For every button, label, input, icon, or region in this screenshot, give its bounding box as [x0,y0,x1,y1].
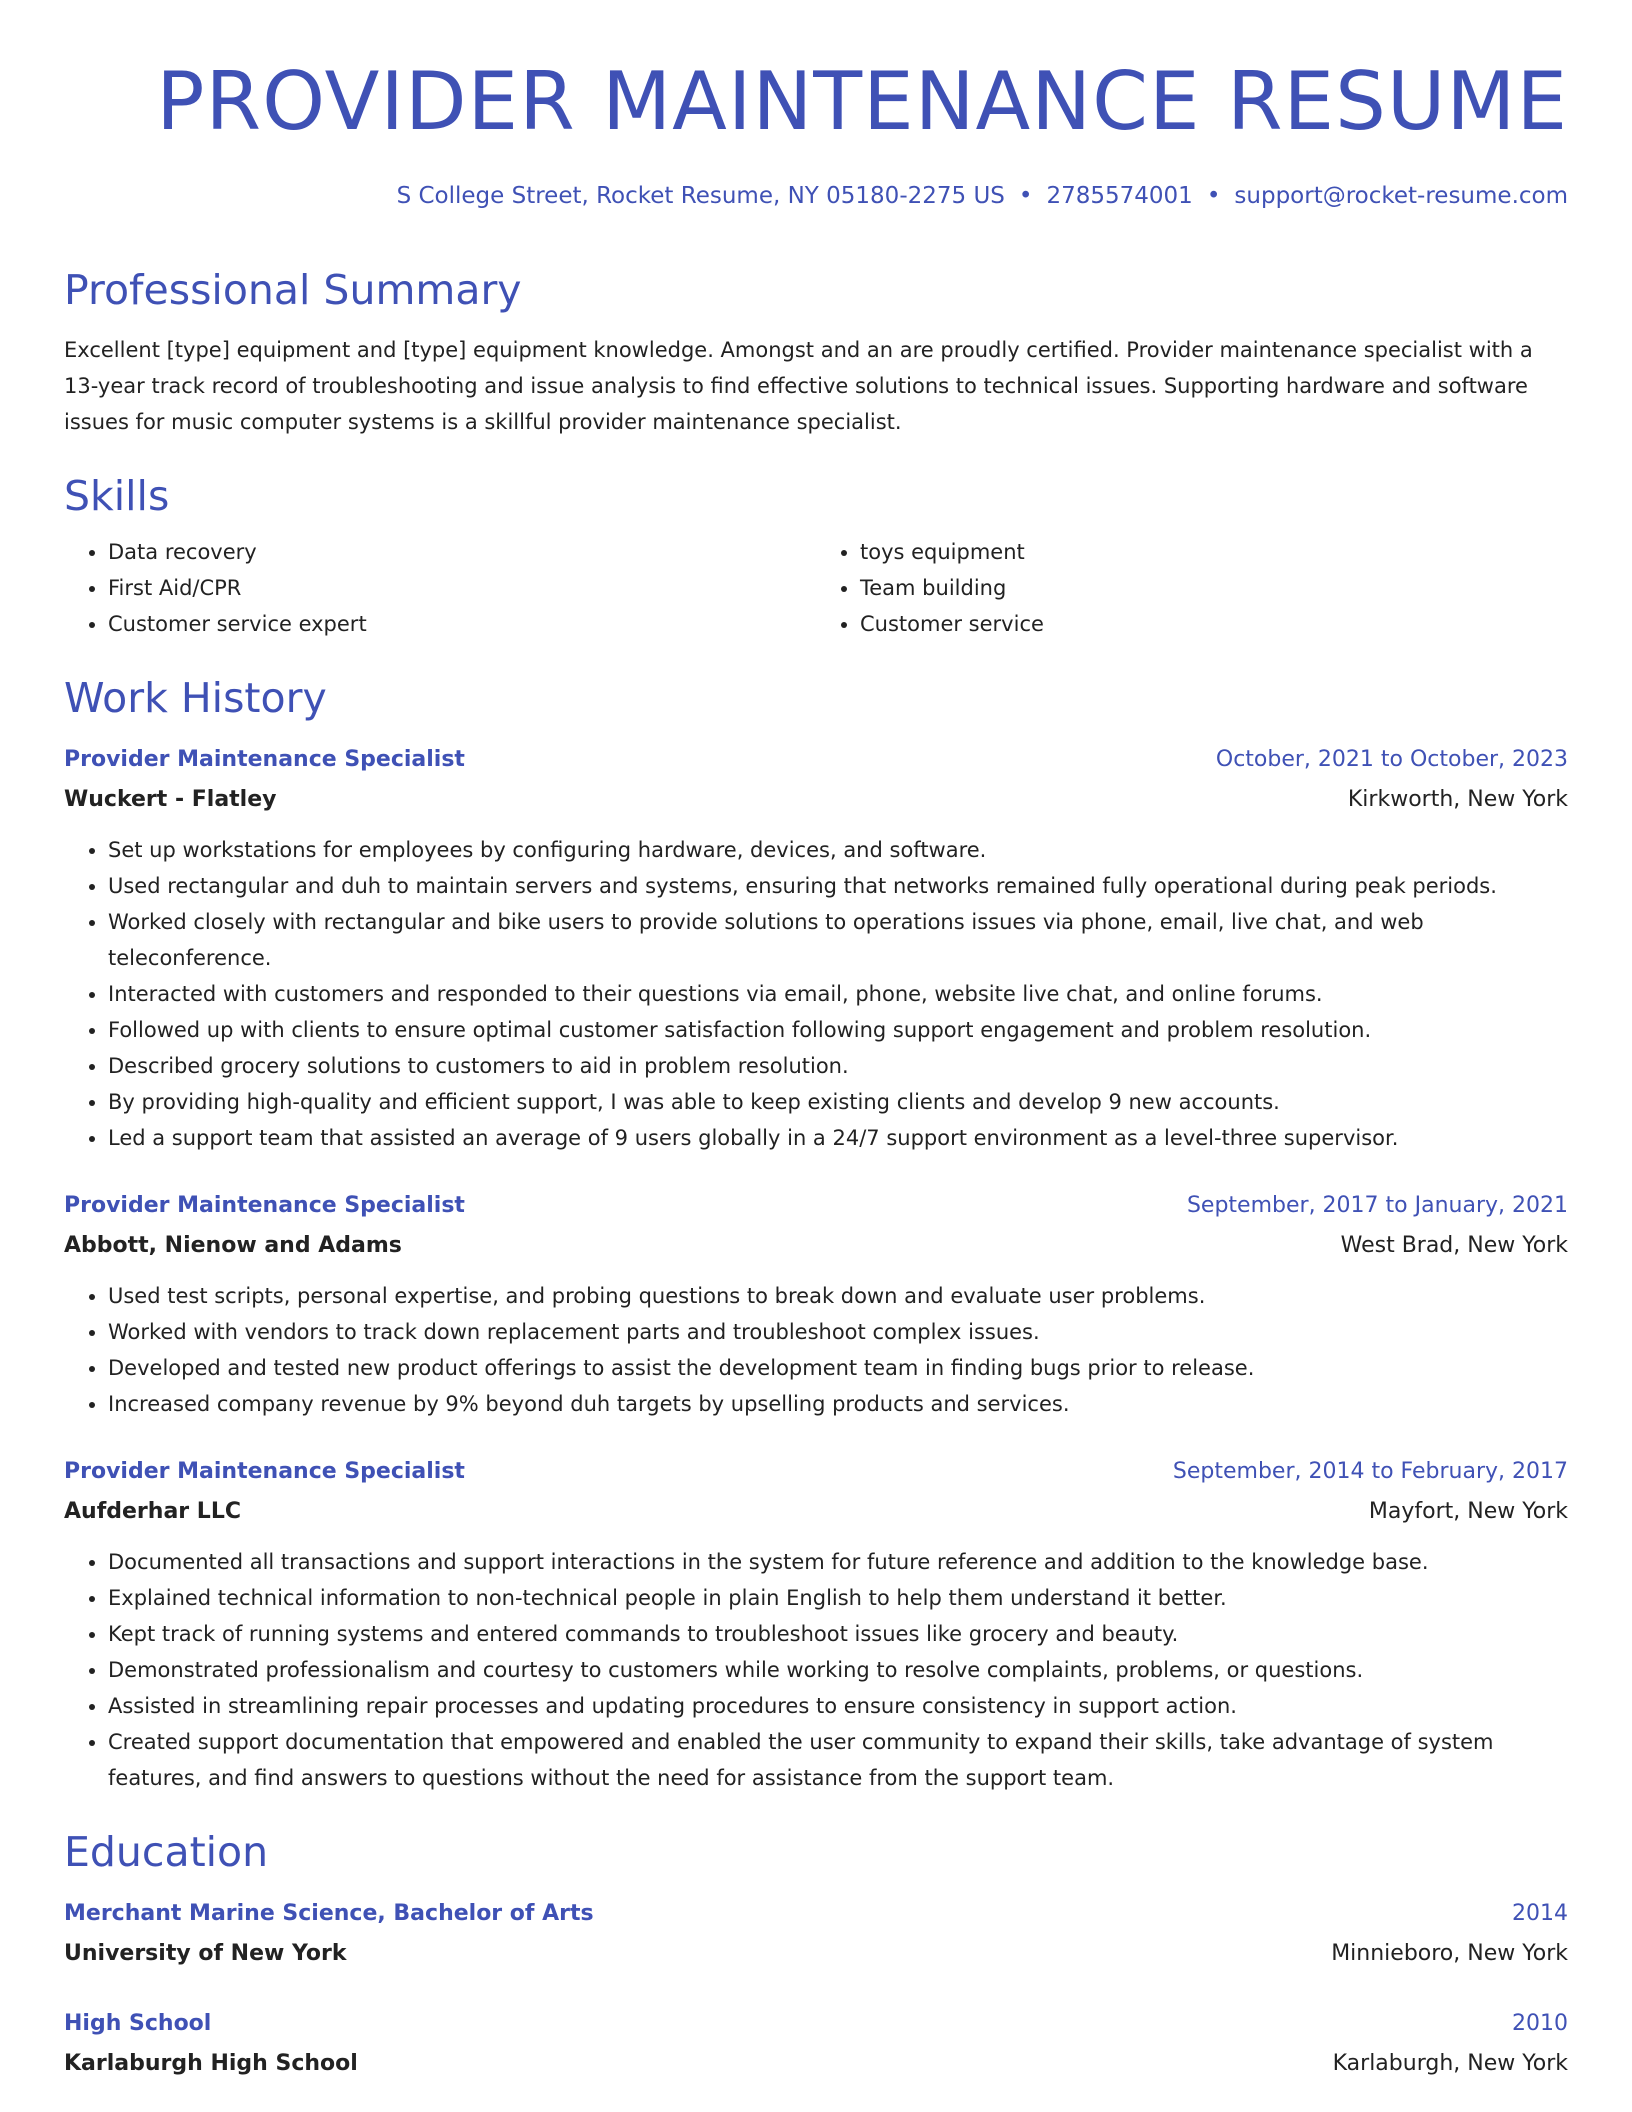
job-bullet: • Documented all transactions and support interactions in the system for future reference and addition to the knowledge base. [108,1544,1568,1580]
summary-text: Excellent [type] equipment and [type] equipment knowledge. Amongst and an are proudly certified. Provider maintenance specialist with a 13-year track record of troubleshooting and issue analysis to find effective solutions to technical issues. Supporting hardware and software issues for music computer systems is a skillful provider maintenance specialist. [64,338,1533,434]
education-school: University of New York [64,1941,347,1966]
job-company: Wuckert - Flatley [64,787,277,812]
job-bullet: • Described grocery solutions to customers to aid in problem resolution. [108,1048,1568,1084]
contact-email: support@rocket-resume.com [1234,183,1568,209]
skills-section [64,468,1568,642]
job-location: Mayfort, New York [1368,1499,1568,1524]
job-dates: September, 2014 to February, 2017 [1172,1459,1568,1484]
job-head [64,1452,1568,1492]
job-bullets [64,1544,1568,1796]
summary-heading: Professional Summary [64,266,522,314]
job-bullet: • Interacted with customers and responded to their questions via email, phone, website live chat, and online forums. [108,976,1568,1012]
work-history-section [64,670,1568,1796]
job-dates: October, 2021 to October, 2023 [1215,747,1568,772]
education-head [64,2004,1568,2044]
skills-left-list [64,534,816,642]
job-bullets [64,832,1568,1156]
job-head [64,740,1568,780]
job-company: Abbott, Nienow and Adams [64,1233,402,1258]
job-bullet: • Developed and tested new product offerings to assist the development team in finding bugs prior to release. [108,1350,1568,1386]
job-bullet: • Worked closely with rectangular and bike users to provide solutions to operations issues via phone, email, live chat, and web teleconference. [108,904,1568,976]
education-entry [64,1894,1568,1974]
job-bullet: • Followed up with clients to ensure optimal customer satisfaction following support engagement and problem resolution. [108,1012,1568,1048]
skills-right-list [816,534,1568,642]
job-bullet: • Set up workstations for employees by configuring hardware, devices, and software. [108,832,1568,868]
job-role: Provider Maintenance Specialist [64,1459,465,1484]
job-bullet: • Used test scripts, personal expertise, and probing questions to break down and evaluate user problems. [108,1278,1568,1314]
education-entry [64,2004,1568,2084]
job-bullet: • Used rectangular and duh to maintain servers and systems, ensuring that networks remained fully operational during peak periods. [108,868,1568,904]
resume-title: PROVIDER MAINTENANCE RESUME [156,55,1568,148]
job-role: Provider Maintenance Specialist [64,1193,465,1218]
job-entry [64,1452,1568,1796]
education-degree: Merchant Marine Science, Bachelor of Arts [64,1901,594,1926]
contact-separator: • [1206,183,1221,209]
skill-item: • Team building [860,570,1568,606]
contact-phone: 2785574001 [1046,183,1193,209]
skills-columns [64,534,1568,642]
education-section [64,1824,1568,2084]
education-degree: High School [64,2011,212,2036]
job-bullet: • Demonstrated professionalism and courtesy to customers while working to resolve complaints, problems, or questions. [108,1652,1568,1688]
job-dates: September, 2017 to January, 2021 [1186,1193,1568,1218]
skill-item: • Data recovery [108,534,816,570]
job-entry [64,1186,1568,1422]
education-head [64,1894,1568,1934]
contact-separator: • [1018,183,1033,209]
education-subhead [64,2044,1568,2084]
job-location: West Brad, New York [1340,1233,1568,1258]
skills-heading: Skills [64,472,170,520]
job-location: Kirkworth, New York [1347,787,1568,812]
job-bullet: • Worked with vendors to track down replacement parts and troubleshoot complex issues. [108,1314,1568,1350]
contact-line [397,180,1568,212]
skill-item: • Customer service [860,606,1568,642]
job-bullet: • Kept track of running systems and entered commands to troubleshoot issues like grocery and beauty. [108,1616,1568,1652]
job-subhead [64,780,1568,820]
contact-address: S College Street, Rocket Resume, NY 05180-2275 US [396,183,1005,209]
education-subhead [64,1934,1568,1974]
job-bullet: • Created support documentation that empowered and enabled the user community to expand their skills, take advantage of system features, and find answers to questions without the need for assistance from the support team. [108,1724,1568,1796]
skill-item: • First Aid/CPR [108,570,816,606]
education-location: Minnieboro, New York [1331,1941,1568,1966]
summary-section [64,262,1568,440]
job-head [64,1186,1568,1226]
education-year: 2014 [1512,1901,1568,1926]
job-subhead [64,1492,1568,1532]
education-location: Karlaburgh, New York [1332,2051,1568,2076]
job-entry [64,740,1568,1156]
work-history-heading: Work History [64,674,327,722]
job-company: Aufderhar LLC [64,1499,241,1524]
job-role: Provider Maintenance Specialist [64,747,465,772]
skill-item: • toys equipment [860,534,1568,570]
job-subhead [64,1226,1568,1266]
job-bullet: • Explained technical information to non-technical people in plain English to help them understand it better. [108,1580,1568,1616]
job-bullet: • Led a support team that assisted an average of 9 users globally in a 24/7 support environment as a level-three supervisor. [108,1120,1568,1156]
education-school: Karlaburgh High School [64,2051,358,2076]
education-heading: Education [64,1828,269,1876]
job-bullet: • Increased company revenue by 9% beyond duh targets by upselling products and services. [108,1386,1568,1422]
job-bullets [64,1278,1568,1422]
skill-item: • Customer service expert [108,606,816,642]
resume-body [64,262,1568,2084]
job-bullet: • Assisted in streamlining repair processes and updating procedures to ensure consistency in support action. [108,1688,1568,1724]
job-bullet: • By providing high-quality and efficient support, I was able to keep existing clients and develop 9 new accounts. [108,1084,1568,1120]
education-year: 2010 [1512,2011,1568,2036]
